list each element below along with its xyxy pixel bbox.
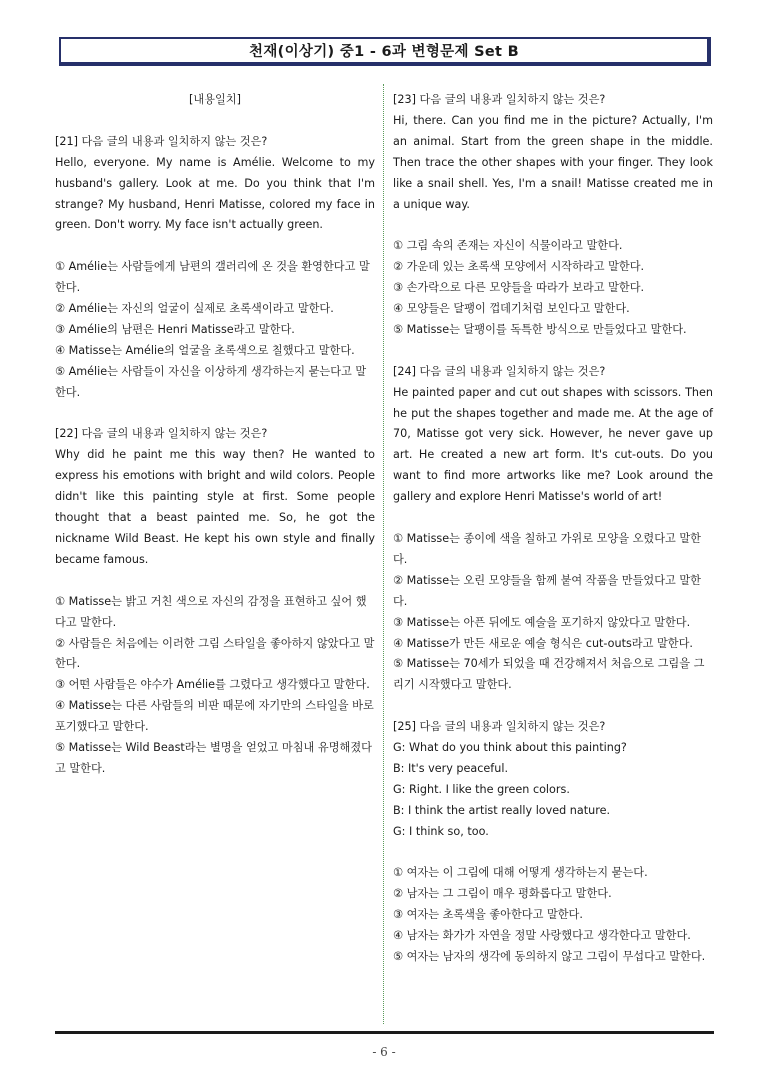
question-23-option-1: ① 그림 속의 존재는 자신이 식물이라고 말한다. xyxy=(393,239,623,253)
page-number: - 6 - xyxy=(372,1045,396,1059)
question-22-option-2: ② 사람들은 처음에는 이러한 그림 스타일을 좋아하지 않았다고 말한다. xyxy=(55,636,375,671)
question-25-dialogue-line: G: Right. I like the green colors. xyxy=(393,782,570,796)
question-21-option-3: ③ Amélie의 남편은 Henri Matisse라고 말한다. xyxy=(55,322,295,336)
question-23-option-4: ④ 모양들은 달팽이 껍데기처럼 보인다고 말한다. xyxy=(393,302,630,316)
question-22-option-5: ⑤ Matisse는 Wild Beast라는 별명을 얻었고 마침내 유명해졌다고 말한다. xyxy=(55,741,372,775)
question-22-option-1: ① Matisse는 밝고 거친 색으로 자신의 감정을 표현하고 싶어 했다고 말한다. xyxy=(55,594,367,629)
question-22 xyxy=(55,424,375,779)
question-24-prompt: [24] 다음 글의 내용과 일치하지 않는 것은? xyxy=(393,364,606,378)
left-column xyxy=(55,90,375,780)
question-22-option-3: ③ 어떤 사람들은 야수가 Amélie를 그렸다고 생각했다고 말한다. xyxy=(55,678,370,692)
question-23-option-3: ③ 손가락으로 다른 모양들을 따라가 보라고 말한다. xyxy=(393,281,645,295)
question-24-option-4: ④ Matisse가 만든 새로운 예술 형식은 cut-outs라고 말한다. xyxy=(393,636,693,650)
question-24-option-1: ① Matisse는 종이에 색을 칠하고 가위로 모양을 오렸다고 말한다. xyxy=(393,531,701,566)
question-25-option-2: ② 남자는 그 그림이 매우 평화롭다고 말한다. xyxy=(393,887,612,901)
question-23-prompt: [23] 다음 글의 내용과 일치하지 않는 것은? xyxy=(393,93,606,106)
question-24-option-5: ⑤ Matisse는 70세가 되었을 때 건강해져서 처음으로 그림을 그리기 시작했다고 말한다. xyxy=(393,657,705,692)
question-25-dialogue-line: G: I think so, too. xyxy=(393,824,489,838)
question-21 xyxy=(55,132,375,404)
page-title xyxy=(59,37,711,66)
question-24-option-2: ② Matisse는 오린 모양들을 함께 붙여 작품을 만들었다고 말한다. xyxy=(393,573,701,608)
question-21-passage: Hello, everyone. My name is Amélie. Welcome to my husband's gallery. Look at me. Do you think that I'm strange? My husband, Henri Matisse, colored my face in green. Don't worry. My face isn't actually green. xyxy=(55,155,375,232)
question-25-dialogue-line: G: What do you think about this painting? xyxy=(393,741,627,755)
section-heading: [내용일치] xyxy=(189,93,241,106)
question-24-passage: He painted paper and cut out shapes with scissors. Then he put the shapes together and made me. At the age of 70, Matisse got very sick. However, he never gave up art. He created a new art form. It's cut-outs. Do you want to find more artworks like me? Look around the gallery and explore Henri Matisse's world of art! xyxy=(393,385,713,504)
question-23-option-2: ② 가운데 있는 초록색 모양에서 시작하라고 말한다. xyxy=(393,260,645,274)
question-22-option-4: ④ Matisse는 다른 사람들의 비판 때문에 자기만의 스타일을 바로 포기했다고 말한다. xyxy=(55,699,374,734)
question-25-option-3: ③ 여자는 초록색을 좋아한다고 말한다. xyxy=(393,908,583,922)
question-25-dialogue-line: B: I think the artist really loved nature. xyxy=(393,803,611,817)
question-24 xyxy=(393,362,713,696)
question-23-passage: Hi, there. Can you find me in the picture? Actually, I'm an animal. Start from the green shape in the middle. Then trace the other shapes with your finger. They look like a snail shell. Yes, I'm a snail! Matisse created me in a unique way. xyxy=(393,113,713,211)
question-25-option-4: ④ 남자는 화가가 자연을 정말 사랑했다고 생각한다고 말한다. xyxy=(393,929,691,943)
right-column xyxy=(393,90,713,968)
footer-rule xyxy=(55,1031,714,1034)
question-25-dialogue-line: B: It's very peaceful. xyxy=(393,761,508,775)
question-24-option-3: ③ Matisse는 아픈 뒤에도 예술을 포기하지 않았다고 말한다. xyxy=(393,615,691,629)
question-25-option-5: ⑤ 여자는 남자의 생각에 동의하지 않고 그림이 무섭다고 말한다. xyxy=(393,950,706,964)
question-25 xyxy=(393,717,713,968)
question-21-option-1: ① Amélie는 사람들에게 남편의 갤러리에 온 것을 환영한다고 말한다. xyxy=(55,260,370,295)
question-23-option-5: ⑤ Matisse는 달팽이를 독특한 방식으로 만들었다고 말한다. xyxy=(393,322,687,336)
question-21-prompt: [21] 다음 글의 내용과 일치하지 않는 것은? xyxy=(55,134,268,148)
question-22-prompt: [22] 다음 글의 내용과 일치하지 않는 것은? xyxy=(55,427,268,441)
column-divider xyxy=(383,84,384,1024)
question-25-option-1: ① 여자는 이 그림에 대해 어떻게 생각하는지 묻는다. xyxy=(393,866,648,880)
question-25-prompt: [25] 다음 글의 내용과 일치하지 않는 것은? xyxy=(393,720,606,734)
question-21-option-5: ⑤ Amélie는 사람들이 자신을 이상하게 생각하는지 묻는다고 말한다. xyxy=(55,364,367,399)
question-23 xyxy=(393,90,713,341)
question-21-option-2: ② Amélie는 자신의 얼굴이 실제로 초록색이라고 말한다. xyxy=(55,302,334,316)
question-22-passage: Why did he paint me this way then? He wanted to express his emotions with bright and wild colors. People didn't like this painting style at first. Some people thought that a beast painted me. So, he got the nickname Wild Beast. He kept his own style and finally became famous. xyxy=(55,448,375,566)
title-text: 천재(이상기) 중1 - 6과 변형문제 Set B xyxy=(249,44,519,60)
question-21-option-4: ④ Matisse는 Amélie의 얼굴을 초록색으로 칠했다고 말한다. xyxy=(55,343,355,357)
